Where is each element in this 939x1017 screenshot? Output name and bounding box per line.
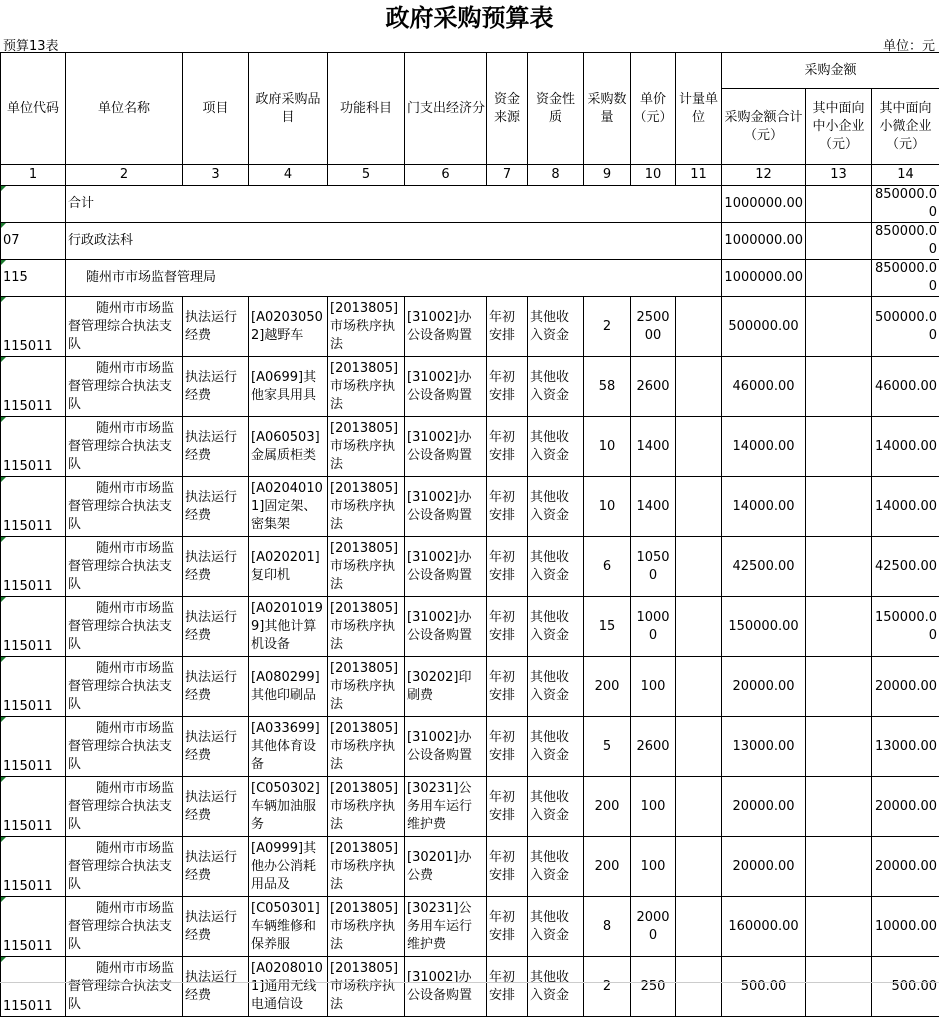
unit-name-cell: 随州市市场监督管理综合执法支队 bbox=[66, 717, 183, 777]
sme-cell bbox=[806, 837, 872, 897]
function-subject-cell: [2013805]市场秩序执法 bbox=[328, 837, 405, 897]
sme-cell bbox=[806, 477, 872, 537]
summary-row bbox=[1, 186, 939, 223]
fund-nature-cell: 其他收入资金 bbox=[528, 297, 584, 357]
measure-unit-cell bbox=[676, 597, 722, 657]
unit-price-cell: 10500 bbox=[631, 537, 676, 597]
header-fund-nature: 资金性质 bbox=[528, 53, 584, 165]
unit-code-cell: 115011 bbox=[1, 657, 66, 717]
quantity-cell: 200 bbox=[584, 837, 631, 897]
econ-class-cell: [30202]印刷费 bbox=[405, 657, 487, 717]
fund-nature-cell: 其他收入资金 bbox=[528, 597, 584, 657]
header-measure-unit: 计量单位 bbox=[676, 53, 722, 165]
header-sme: 其中面向中小企业（元） bbox=[806, 89, 872, 165]
quantity-cell: 15 bbox=[584, 597, 631, 657]
unit-price-cell: 2600 bbox=[631, 357, 676, 417]
sme-cell bbox=[806, 186, 872, 223]
econ-class-cell: [31002]办公设备购置 bbox=[405, 297, 487, 357]
unit-code-cell: 115 bbox=[1, 260, 66, 297]
fund-nature-cell: 其他收入资金 bbox=[528, 357, 584, 417]
table-row bbox=[1, 837, 939, 897]
fund-source-cell: 年初安排 bbox=[487, 597, 528, 657]
measure-unit-cell bbox=[676, 477, 722, 537]
catalog-cell: [A0999]其他办公消耗用品及 bbox=[249, 837, 328, 897]
unit-code-cell: 115011 bbox=[1, 837, 66, 897]
header-micro: 其中面向小微企业（元） bbox=[872, 89, 939, 165]
header-project: 项目 bbox=[183, 53, 249, 165]
catalog-cell: [C050301]车辆维修和保养服 bbox=[249, 897, 328, 957]
column-number: 11 bbox=[676, 165, 722, 186]
fund-source-cell: 年初安排 bbox=[487, 957, 528, 1017]
measure-unit-cell bbox=[676, 657, 722, 717]
sme-cell bbox=[806, 597, 872, 657]
function-subject-cell: [2013805]市场秩序执法 bbox=[328, 357, 405, 417]
econ-class-cell: [31002]办公设备购置 bbox=[405, 957, 487, 1017]
total-cell: 13000.00 bbox=[722, 717, 806, 777]
catalog-cell: [A080299]其他印刷品 bbox=[249, 657, 328, 717]
econ-class-cell: [31002]办公设备购置 bbox=[405, 597, 487, 657]
econ-class-cell: [30231]公务用车运行维护费 bbox=[405, 897, 487, 957]
column-number: 10 bbox=[631, 165, 676, 186]
unit-name-cell: 随州市市场监督管理综合执法支队 bbox=[66, 777, 183, 837]
function-subject-cell: [2013805]市场秩序执法 bbox=[328, 417, 405, 477]
project-cell: 执法运行经费 bbox=[183, 597, 249, 657]
table-row bbox=[1, 777, 939, 837]
unit-code-cell: 115011 bbox=[1, 777, 66, 837]
column-number: 9 bbox=[584, 165, 631, 186]
fund-nature-cell: 其他收入资金 bbox=[528, 777, 584, 837]
table-row bbox=[1, 417, 939, 477]
fund-nature-cell: 其他收入资金 bbox=[528, 477, 584, 537]
catalog-cell: [C050302]车辆加油服务 bbox=[249, 777, 328, 837]
measure-unit-cell bbox=[676, 357, 722, 417]
measure-unit-cell bbox=[676, 297, 722, 357]
table-row bbox=[1, 477, 939, 537]
column-number: 5 bbox=[328, 165, 405, 186]
unit-price-cell: 20000 bbox=[631, 897, 676, 957]
unit-code-cell: 07 bbox=[1, 223, 66, 260]
column-number-row bbox=[1, 165, 939, 186]
total-cell: 160000.00 bbox=[722, 897, 806, 957]
unit-price-cell: 1400 bbox=[631, 477, 676, 537]
unit-name-cell: 随州市市场监督管理综合执法支队 bbox=[66, 537, 183, 597]
fund-nature-cell: 其他收入资金 bbox=[528, 897, 584, 957]
unit-code-cell bbox=[1, 186, 66, 223]
catalog-cell: [A02030502]越野车 bbox=[249, 297, 328, 357]
function-subject-cell: [2013805]市场秩序执法 bbox=[328, 597, 405, 657]
unit-price-cell: 100 bbox=[631, 657, 676, 717]
unit-code-cell: 115011 bbox=[1, 537, 66, 597]
quantity-cell: 2 bbox=[584, 297, 631, 357]
function-subject-cell: [2013805]市场秩序执法 bbox=[328, 717, 405, 777]
unit-code-cell: 115011 bbox=[1, 297, 66, 357]
micro-cell: 500000.00 bbox=[872, 297, 939, 357]
header-total: 采购金额合计（元） bbox=[722, 89, 806, 165]
table-row bbox=[1, 357, 939, 417]
column-number: 13 bbox=[806, 165, 872, 186]
function-subject-cell: [2013805]市场秩序执法 bbox=[328, 297, 405, 357]
fund-source-cell: 年初安排 bbox=[487, 357, 528, 417]
fund-source-cell: 年初安排 bbox=[487, 657, 528, 717]
total-cell: 1000000.00 bbox=[722, 186, 806, 223]
fund-nature-cell: 其他收入资金 bbox=[528, 657, 584, 717]
sme-cell bbox=[806, 260, 872, 297]
form-code: 预算13表 bbox=[3, 35, 59, 54]
total-cell: 20000.00 bbox=[722, 657, 806, 717]
function-subject-cell: [2013805]市场秩序执法 bbox=[328, 537, 405, 597]
unit-code-cell: 115011 bbox=[1, 357, 66, 417]
sme-cell bbox=[806, 717, 872, 777]
catalog-cell: [A02080101]通用无线电通信设 bbox=[249, 957, 328, 1017]
unit-name-cell: 随州市市场监督管理综合执法支队 bbox=[66, 897, 183, 957]
unit-code-cell: 115011 bbox=[1, 597, 66, 657]
sme-cell bbox=[806, 297, 872, 357]
unit-code-cell: 115011 bbox=[1, 957, 66, 1017]
measure-unit-cell bbox=[676, 897, 722, 957]
project-cell: 执法运行经费 bbox=[183, 837, 249, 897]
measure-unit-cell bbox=[676, 837, 722, 897]
catalog-cell: [A020201]复印机 bbox=[249, 537, 328, 597]
summary-row bbox=[1, 260, 939, 297]
table-row bbox=[1, 717, 939, 777]
project-cell: 执法运行经费 bbox=[183, 657, 249, 717]
econ-class-cell: [31002]办公设备购置 bbox=[405, 537, 487, 597]
unit-price-cell: 1400 bbox=[631, 417, 676, 477]
sme-cell bbox=[806, 537, 872, 597]
fund-source-cell: 年初安排 bbox=[487, 837, 528, 897]
catalog-cell: [A033699]其他体育设备 bbox=[249, 717, 328, 777]
econ-class-cell: [31002]办公设备购置 bbox=[405, 477, 487, 537]
sme-cell bbox=[806, 897, 872, 957]
unit-price-cell: 100 bbox=[631, 777, 676, 837]
project-cell: 执法运行经费 bbox=[183, 717, 249, 777]
micro-cell: 850000.00 bbox=[872, 223, 939, 260]
function-subject-cell: [2013805]市场秩序执法 bbox=[328, 657, 405, 717]
total-cell: 20000.00 bbox=[722, 777, 806, 837]
page-title: 政府采购预算表 bbox=[0, 0, 939, 34]
total-cell: 14000.00 bbox=[722, 417, 806, 477]
unit-name-cell: 随州市市场监督管理综合执法支队 bbox=[66, 657, 183, 717]
econ-class-cell: [31002]办公设备购置 bbox=[405, 717, 487, 777]
catalog-cell: [A02040101]固定架、密集架 bbox=[249, 477, 328, 537]
micro-cell: 20000.00 bbox=[872, 657, 939, 717]
quantity-cell: 58 bbox=[584, 357, 631, 417]
unit-price-cell: 250 bbox=[631, 957, 676, 1017]
quantity-cell: 10 bbox=[584, 417, 631, 477]
unit-price-cell: 100 bbox=[631, 837, 676, 897]
total-cell: 20000.00 bbox=[722, 837, 806, 897]
total-cell: 14000.00 bbox=[722, 477, 806, 537]
project-cell: 执法运行经费 bbox=[183, 297, 249, 357]
micro-cell: 20000.00 bbox=[872, 837, 939, 897]
total-cell: 500000.00 bbox=[722, 297, 806, 357]
fund-nature-cell: 其他收入资金 bbox=[528, 717, 584, 777]
unit-code-cell: 115011 bbox=[1, 897, 66, 957]
micro-cell: 46000.00 bbox=[872, 357, 939, 417]
measure-unit-cell bbox=[676, 717, 722, 777]
project-cell: 执法运行经费 bbox=[183, 357, 249, 417]
unit-name-cell: 随州市市场监督管理综合执法支队 bbox=[66, 357, 183, 417]
micro-cell: 14000.00 bbox=[872, 477, 939, 537]
fund-source-cell: 年初安排 bbox=[487, 897, 528, 957]
project-cell: 执法运行经费 bbox=[183, 537, 249, 597]
sme-cell bbox=[806, 657, 872, 717]
fund-nature-cell: 其他收入资金 bbox=[528, 417, 584, 477]
table-row bbox=[1, 537, 939, 597]
header-quantity: 采购数量 bbox=[584, 53, 631, 165]
function-subject-cell: [2013805]市场秩序执法 bbox=[328, 957, 405, 1017]
column-number: 14 bbox=[872, 165, 939, 186]
unit-name-cell: 随州市市场监督管理综合执法支队 bbox=[66, 477, 183, 537]
unit-name-cell: 随州市市场监督管理局 bbox=[66, 260, 722, 297]
header-unit-code: 单位代码 bbox=[1, 53, 66, 165]
catalog-cell: [A02010199]其他计算机设备 bbox=[249, 597, 328, 657]
catalog-cell: [A060503]金属质柜类 bbox=[249, 417, 328, 477]
unit-name-cell: 合计 bbox=[66, 186, 722, 223]
fund-source-cell: 年初安排 bbox=[487, 537, 528, 597]
total-cell: 46000.00 bbox=[722, 357, 806, 417]
function-subject-cell: [2013805]市场秩序执法 bbox=[328, 897, 405, 957]
budget-table bbox=[0, 52, 939, 1017]
header-unit-price: 单价（元） bbox=[631, 53, 676, 165]
column-number: 7 bbox=[487, 165, 528, 186]
unit-code-cell: 115011 bbox=[1, 417, 66, 477]
column-number: 12 bbox=[722, 165, 806, 186]
catalog-cell: [A0699]其他家具用具 bbox=[249, 357, 328, 417]
fund-source-cell: 年初安排 bbox=[487, 717, 528, 777]
header-function-subject: 功能科目 bbox=[328, 53, 405, 165]
micro-cell: 150000.00 bbox=[872, 597, 939, 657]
unit-code-cell: 115011 bbox=[1, 717, 66, 777]
micro-cell: 850000.00 bbox=[872, 260, 939, 297]
fund-source-cell: 年初安排 bbox=[487, 477, 528, 537]
column-number: 4 bbox=[249, 165, 328, 186]
sme-cell bbox=[806, 417, 872, 477]
micro-cell: 500.00 bbox=[872, 957, 939, 1017]
total-cell: 1000000.00 bbox=[722, 260, 806, 297]
header-catalog: 政府采购品目 bbox=[249, 53, 328, 165]
summary-row bbox=[1, 223, 939, 260]
unit-name-cell: 行政政法科 bbox=[66, 223, 722, 260]
unit-name-cell: 随州市市场监督管理综合执法支队 bbox=[66, 957, 183, 1017]
micro-cell: 20000.00 bbox=[872, 777, 939, 837]
column-number: 1 bbox=[1, 165, 66, 186]
micro-cell: 13000.00 bbox=[872, 717, 939, 777]
unit-name-cell: 随州市市场监督管理综合执法支队 bbox=[66, 297, 183, 357]
econ-class-cell: [31002]办公设备购置 bbox=[405, 417, 487, 477]
fund-source-cell: 年初安排 bbox=[487, 417, 528, 477]
unit-name-cell: 随州市市场监督管理综合执法支队 bbox=[66, 417, 183, 477]
total-cell: 150000.00 bbox=[722, 597, 806, 657]
column-number: 8 bbox=[528, 165, 584, 186]
micro-cell: 10000.00 bbox=[872, 897, 939, 957]
econ-class-cell: [31002]办公设备购置 bbox=[405, 357, 487, 417]
quantity-cell: 10 bbox=[584, 477, 631, 537]
micro-cell: 850000.00 bbox=[872, 186, 939, 223]
unit-price-cell: 250000 bbox=[631, 297, 676, 357]
quantity-cell: 8 bbox=[584, 897, 631, 957]
micro-cell: 42500.00 bbox=[872, 537, 939, 597]
unit-price-cell: 2600 bbox=[631, 717, 676, 777]
micro-cell: 14000.00 bbox=[872, 417, 939, 477]
sme-cell bbox=[806, 223, 872, 260]
measure-unit-cell bbox=[676, 417, 722, 477]
quantity-cell: 6 bbox=[584, 537, 631, 597]
unit-code-cell: 115011 bbox=[1, 477, 66, 537]
sme-cell bbox=[806, 777, 872, 837]
unit-price-cell: 10000 bbox=[631, 597, 676, 657]
column-number: 2 bbox=[66, 165, 183, 186]
sme-cell bbox=[806, 357, 872, 417]
measure-unit-cell bbox=[676, 537, 722, 597]
empty-sheet-area bbox=[0, 982, 939, 1008]
unit-name-cell: 随州市市场监督管理综合执法支队 bbox=[66, 837, 183, 897]
column-number: 6 bbox=[405, 165, 487, 186]
unit-note: 单位：元 bbox=[883, 35, 935, 54]
fund-nature-cell: 其他收入资金 bbox=[528, 837, 584, 897]
econ-class-cell: [30231]公务用车运行维护费 bbox=[405, 777, 487, 837]
quantity-cell: 5 bbox=[584, 717, 631, 777]
table-row bbox=[1, 297, 939, 357]
unit-name-cell: 随州市市场监督管理综合执法支队 bbox=[66, 597, 183, 657]
total-cell: 42500.00 bbox=[722, 537, 806, 597]
header-unit-name: 单位名称 bbox=[66, 53, 183, 165]
fund-source-cell: 年初安排 bbox=[487, 777, 528, 837]
total-cell: 1000000.00 bbox=[722, 223, 806, 260]
project-cell: 执法运行经费 bbox=[183, 957, 249, 1017]
table-row bbox=[1, 897, 939, 957]
header-econ-class: 门支出经济分 bbox=[405, 53, 487, 165]
quantity-cell: 200 bbox=[584, 777, 631, 837]
econ-class-cell: [30201]办公费 bbox=[405, 837, 487, 897]
function-subject-cell: [2013805]市场秩序执法 bbox=[328, 777, 405, 837]
project-cell: 执法运行经费 bbox=[183, 777, 249, 837]
fund-source-cell: 年初安排 bbox=[487, 297, 528, 357]
project-cell: 执法运行经费 bbox=[183, 897, 249, 957]
header-fund-source: 资金来源 bbox=[487, 53, 528, 165]
project-cell: 执法运行经费 bbox=[183, 477, 249, 537]
header-amount-group: 采购金额 bbox=[722, 53, 939, 89]
project-cell: 执法运行经费 bbox=[183, 417, 249, 477]
measure-unit-cell bbox=[676, 777, 722, 837]
fund-nature-cell: 其他收入资金 bbox=[528, 957, 584, 1017]
function-subject-cell: [2013805]市场秩序执法 bbox=[328, 477, 405, 537]
table-row bbox=[1, 657, 939, 717]
sub-header bbox=[0, 34, 939, 52]
quantity-cell: 2 bbox=[584, 957, 631, 1017]
column-number: 3 bbox=[183, 165, 249, 186]
quantity-cell: 200 bbox=[584, 657, 631, 717]
table-row bbox=[1, 597, 939, 657]
total-cell: 500.00 bbox=[722, 957, 806, 1017]
fund-nature-cell: 其他收入资金 bbox=[528, 537, 584, 597]
